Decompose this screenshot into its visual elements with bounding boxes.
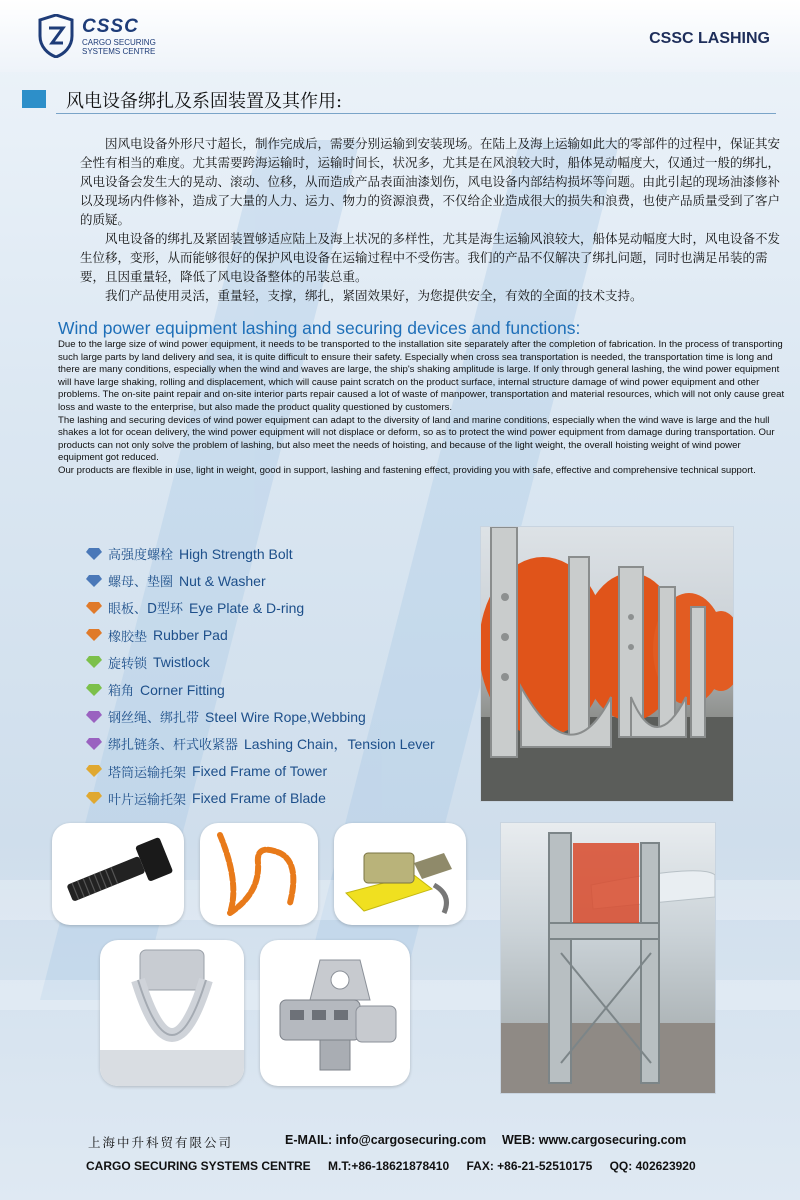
tower-frame-photo bbox=[480, 526, 734, 802]
product-item bbox=[86, 594, 466, 621]
section-title-bar bbox=[22, 84, 782, 114]
logo-text: CSSC bbox=[82, 16, 139, 37]
english-title: Wind power equipment lashing and securing devices and functions: bbox=[58, 318, 581, 338]
en-paragraph: The lashing and securing devices of wind power equipment can adapt to the diversity of land and marine conditions, especially when the wind wave is large and the hull shakes a lot for ocean delivery, the wind power equipment will not displace or deform, so as to protect the wind power equipment from damage during transportation. Our products can not only solve the problem of lashing, but also meet the needs of hoisting, and because of the light weight, the overall hoisting weight of wind power equipment got reduced. bbox=[58, 414, 775, 464]
product-cn: 叶片运输托架 bbox=[108, 792, 187, 808]
gem-icon bbox=[86, 738, 102, 750]
product-cn: 旋转锁 bbox=[108, 656, 148, 672]
product-item bbox=[86, 703, 466, 730]
cn-paragraph: 风电设备的绑扎及紧固装置够适应陆上及海上状况的多样性，尤其是海生运输风浪较大，船体晃动幅度大时，风电设备不发生位移，变形，从而能够很好的保护风电设备在运输过程中不受伤害。我们的产品不仅解决了绑扎问题，同时也满足吊装的需要，且因重量轻，降低了风电设备整体的吊装总重。 bbox=[80, 231, 781, 284]
gem-icon bbox=[86, 656, 102, 668]
product-en: Fixed Frame of Blade bbox=[192, 790, 326, 807]
gem-icon bbox=[86, 575, 102, 587]
product-item bbox=[86, 540, 466, 567]
brand-title: CSSC LASHING bbox=[649, 30, 770, 47]
gem-icon bbox=[86, 765, 102, 777]
ratchet-icon bbox=[334, 823, 466, 925]
qq-number: QQ: 402623920 bbox=[609, 1159, 696, 1173]
product-cn: 眼板、D型环 bbox=[108, 602, 184, 618]
en-paragraph: Our products are flexible in use, light in weight, good in support, lashing and fastening effect, providing you with safe, effective and comprehensive technical support. bbox=[58, 464, 756, 476]
logo-subtitle: CARGO SECURING SYSTEMS CENTRE bbox=[82, 38, 156, 56]
product-en: Eye Plate & D-ring bbox=[189, 599, 305, 616]
product-en: Nut & Washer bbox=[179, 572, 266, 589]
company-name-en: CARGO SECURING SYSTEMS CENTRE bbox=[86, 1159, 311, 1173]
product-en: Rubber Pad bbox=[153, 627, 228, 644]
product-cn: 螺母、垫圈 bbox=[108, 575, 174, 591]
gem-icon bbox=[86, 792, 102, 804]
blade-frame-photo bbox=[500, 822, 716, 1094]
blade-frame-illustration bbox=[501, 823, 715, 1093]
tower-frame-illustration bbox=[481, 527, 733, 801]
shield-logo-icon bbox=[38, 14, 74, 58]
product-en: Twistlock bbox=[153, 654, 210, 671]
title-divider bbox=[56, 113, 776, 114]
contact-line bbox=[86, 1159, 710, 1173]
d-ring-sample bbox=[100, 940, 244, 1086]
cn-paragraph: 我们产品使用灵活，重量轻，支撑，绑扎，紧固效果好，为您提供安全，有效的全面的技术支持。 bbox=[105, 288, 643, 303]
english-description bbox=[58, 339, 786, 478]
product-en: High Strength Bolt bbox=[179, 545, 293, 562]
mobile-number: M.T:+86-18621878410 bbox=[328, 1159, 450, 1173]
gem-icon bbox=[86, 548, 102, 560]
product-item bbox=[86, 649, 466, 676]
twistlock-sample bbox=[260, 940, 410, 1086]
product-en: Lashing Chain，Tension Lever bbox=[244, 735, 435, 752]
gem-icon bbox=[86, 711, 102, 723]
gem-icon bbox=[86, 602, 102, 614]
chain-sample bbox=[200, 823, 318, 925]
en-paragraph: Due to the large size of wind power equipment, it needs to be transported to the installation site separately after the completion of fabrication. In the process of transporting such large parts by land delivery and sea, it is quite difficult to ensure their safety. Especially when cross sea transportation is needed, the transportation time is long and there are many conditions, especially when the wind and waves are large, the ship's shaking amplitude is large. If only through general lashing, the wind power equipment will have large shaking, rolling and displacement, which will cause paint scratch on the product surface, internal structure damage of wind power equipment and other problems. The on-site paint repair and on-site interior parts repair caused a lot of waste of manpower, transportation and material resources, which will not only cause great loss and waste to the enterprise, but also made the product quality questioned by customers. bbox=[58, 339, 785, 413]
product-cn: 钢丝绳、绑扎带 bbox=[108, 711, 200, 727]
title-square-icon bbox=[22, 90, 46, 108]
product-item bbox=[86, 676, 466, 703]
product-en: Corner Fitting bbox=[140, 681, 225, 698]
product-cn: 箱角 bbox=[108, 684, 135, 700]
header bbox=[0, 0, 800, 72]
email-address: E-MAIL: info@cargosecuring.com bbox=[285, 1133, 487, 1147]
product-item bbox=[86, 622, 466, 649]
cn-paragraph: 因风电设备外形尺寸超长，制作完成后，需要分别运输到安装现场。在陆上及海上运输如此大的零部件的过程中，保证其安全性有相当的难度。尤其需要跨海运输时，运输时间长，状况多，尤其是在风浪较大时，船体晃动幅度大，仅通过一般的绑扎，风电设备会发生大的晃动、滚动、位移，从而造成产品表面油漆划伤，风电设备内部结构损坏等问题。由此引起的现场油漆修补以及现场内件修补，造成了大量的人力、运力、物力的资源浪费，不仅给企业造成很大的损失和浪费，也使产品质量受到了客户的质疑。 bbox=[80, 136, 781, 227]
twistlock-icon bbox=[260, 940, 410, 1086]
gem-icon bbox=[86, 629, 102, 641]
d-ring-icon bbox=[100, 940, 244, 1086]
gem-icon bbox=[86, 684, 102, 696]
product-item bbox=[86, 730, 466, 757]
product-cn: 绑扎链条、杆式收紧器 bbox=[108, 738, 239, 754]
ratchet-strap-sample bbox=[334, 823, 466, 925]
company-name-cn: 上海中升科贸有限公司 bbox=[88, 1135, 234, 1150]
product-list bbox=[86, 540, 466, 812]
product-en: Steel Wire Rope,Webbing bbox=[205, 708, 366, 725]
product-item bbox=[86, 785, 466, 812]
product-item bbox=[86, 758, 466, 785]
product-cn: 高强度螺栓 bbox=[108, 548, 174, 564]
product-en: Fixed Frame of Tower bbox=[192, 763, 328, 780]
section-title-cn: 风电设备绑扎及系固装置及其作用: bbox=[66, 91, 343, 112]
product-cn: 塔筒运输托架 bbox=[108, 765, 187, 781]
fax-number: FAX: +86-21-52510175 bbox=[466, 1159, 593, 1173]
product-item bbox=[86, 567, 466, 594]
bolt-icon bbox=[52, 823, 184, 925]
product-cn: 橡胶垫 bbox=[108, 629, 148, 645]
bolt-sample bbox=[52, 823, 184, 925]
chain-icon bbox=[200, 823, 318, 925]
chinese-description bbox=[80, 134, 780, 305]
website-address: WEB: www.cargosecuring.com bbox=[502, 1133, 687, 1147]
